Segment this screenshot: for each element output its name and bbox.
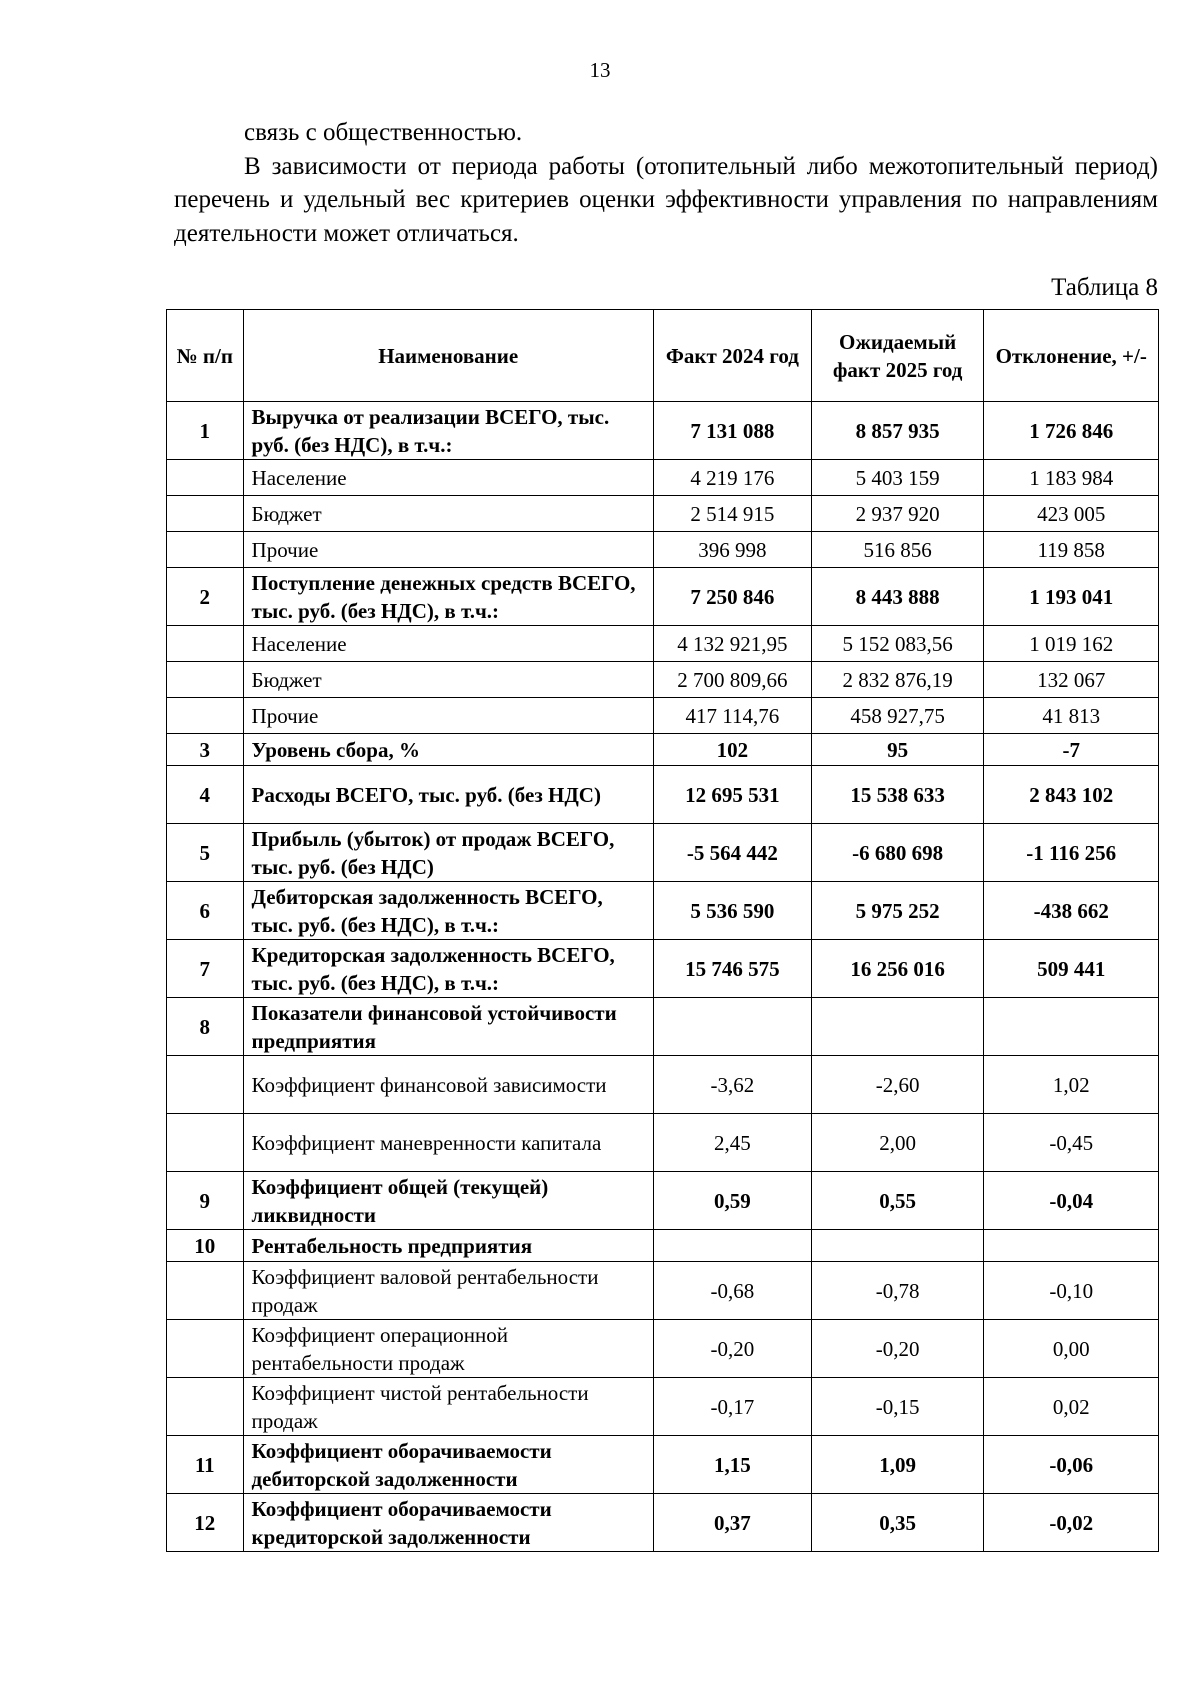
table-row (167, 940, 1159, 998)
header-deviation: Отклонение, +/- (984, 310, 1159, 402)
cell-expected-2025: -2,60 (811, 1056, 984, 1114)
cell-expected-2025: 516 856 (811, 532, 984, 568)
cell-name: Уровень сбора, % (243, 734, 653, 766)
cell-fact-2024: 7 131 088 (653, 402, 811, 460)
cell-deviation: 1 193 041 (984, 568, 1159, 626)
cell-deviation: 1 019 162 (984, 626, 1159, 662)
cell-no: 9 (167, 1172, 244, 1230)
cell-deviation: 41 813 (984, 698, 1159, 734)
cell-no: 2 (167, 568, 244, 626)
cell-fact-2024 (653, 998, 811, 1056)
cell-fact-2024: 0,59 (653, 1172, 811, 1230)
cell-expected-2025: 95 (811, 734, 984, 766)
cell-name: Коэффициент операционной рентабельности продаж (243, 1320, 653, 1378)
cell-deviation: 0,02 (984, 1378, 1159, 1436)
cell-no (167, 460, 244, 496)
table-row (167, 1494, 1159, 1552)
cell-no: 6 (167, 882, 244, 940)
cell-no: 3 (167, 734, 244, 766)
cell-fact-2024: 2,45 (653, 1114, 811, 1172)
cell-name: Коэффициент маневренности капитала (243, 1114, 653, 1172)
cell-no (167, 496, 244, 532)
cell-no (167, 1056, 244, 1114)
table-row (167, 698, 1159, 734)
cell-name: Коэффициент финансовой зависимости (243, 1056, 653, 1114)
cell-expected-2025: 458 927,75 (811, 698, 984, 734)
cell-fact-2024: 1,15 (653, 1436, 811, 1494)
cell-fact-2024: 5 536 590 (653, 882, 811, 940)
cell-deviation: -0,06 (984, 1436, 1159, 1494)
cell-deviation: 132 067 (984, 662, 1159, 698)
cell-no: 4 (167, 766, 244, 824)
cell-expected-2025: 0,35 (811, 1494, 984, 1552)
cell-name: Коэффициент оборачиваемости дебиторской задолженности (243, 1436, 653, 1494)
cell-expected-2025 (811, 998, 984, 1056)
table-header-row (167, 310, 1159, 402)
table-row (167, 1056, 1159, 1114)
cell-deviation (984, 1230, 1159, 1262)
cell-expected-2025: 8 443 888 (811, 568, 984, 626)
table-row (167, 766, 1159, 824)
cell-fact-2024: 4 132 921,95 (653, 626, 811, 662)
cell-no: 5 (167, 824, 244, 882)
cell-no: 1 (167, 402, 244, 460)
page-number: 13 (589, 58, 611, 82)
cell-deviation: 423 005 (984, 496, 1159, 532)
table-row (167, 460, 1159, 496)
cell-deviation: 1,02 (984, 1056, 1159, 1114)
cell-expected-2025: -0,15 (811, 1378, 984, 1436)
cell-no (167, 1114, 244, 1172)
cell-deviation: -1 116 256 (984, 824, 1159, 882)
table-row (167, 402, 1159, 460)
cell-expected-2025: 5 403 159 (811, 460, 984, 496)
cell-no: 10 (167, 1230, 244, 1262)
header-name: Наименование (243, 310, 653, 402)
header-fact-2024: Факт 2024 год (653, 310, 811, 402)
cell-no: 12 (167, 1494, 244, 1552)
table-row (167, 1114, 1159, 1172)
cell-expected-2025: 1,09 (811, 1436, 984, 1494)
cell-expected-2025: 2,00 (811, 1114, 984, 1172)
cell-deviation: 1 726 846 (984, 402, 1159, 460)
table-row (167, 734, 1159, 766)
cell-deviation: -0,04 (984, 1172, 1159, 1230)
table-row (167, 532, 1159, 568)
cell-no (167, 662, 244, 698)
header-expected-2025: Ожидаемый факт 2025 год (811, 310, 984, 402)
cell-name: Поступление денежных средств ВСЕГО, тыс. руб. (без НДС), в т.ч.: (243, 568, 653, 626)
cell-expected-2025: 2 937 920 (811, 496, 984, 532)
table-row (167, 568, 1159, 626)
cell-name: Бюджет (243, 662, 653, 698)
cell-no (167, 626, 244, 662)
cell-fact-2024: -0,17 (653, 1378, 811, 1436)
cell-fact-2024: -0,68 (653, 1262, 811, 1320)
cell-deviation: 1 183 984 (984, 460, 1159, 496)
cell-deviation: 2 843 102 (984, 766, 1159, 824)
cell-expected-2025: 5 975 252 (811, 882, 984, 940)
paragraph: связь с общественностью. (244, 119, 523, 146)
cell-fact-2024: 7 250 846 (653, 568, 811, 626)
cell-no: 7 (167, 940, 244, 998)
cell-fact-2024: 2 700 809,66 (653, 662, 811, 698)
cell-name: Бюджет (243, 496, 653, 532)
cell-no (167, 532, 244, 568)
cell-deviation: 509 441 (984, 940, 1159, 998)
cell-name: Коэффициент валовой рентабельности продаж (243, 1262, 653, 1320)
table-row (167, 1172, 1159, 1230)
table-row (167, 626, 1159, 662)
cell-name: Показатели финансовой устойчивости предприятия (243, 998, 653, 1056)
table-row (167, 1436, 1159, 1494)
header-no: № п/п (167, 310, 244, 402)
table-row (167, 1230, 1159, 1262)
cell-expected-2025: 16 256 016 (811, 940, 984, 998)
table-row (167, 496, 1159, 532)
cell-fact-2024: -0,20 (653, 1320, 811, 1378)
cell-name: Прибыль (убыток) от продаж ВСЕГО, тыс. руб. (без НДС) (243, 824, 653, 882)
cell-expected-2025 (811, 1230, 984, 1262)
cell-name: Кредиторская задолженность ВСЕГО, тыс. руб. (без НДС), в т.ч.: (243, 940, 653, 998)
cell-fact-2024: 417 114,76 (653, 698, 811, 734)
cell-no (167, 698, 244, 734)
cell-name: Дебиторская задолженность ВСЕГО, тыс. руб. (без НДС), в т.ч.: (243, 882, 653, 940)
cell-expected-2025: 15 538 633 (811, 766, 984, 824)
cell-deviation: 119 858 (984, 532, 1159, 568)
cell-name: Прочие (243, 532, 653, 568)
table-row (167, 1320, 1159, 1378)
cell-fact-2024: 4 219 176 (653, 460, 811, 496)
cell-expected-2025: 2 832 876,19 (811, 662, 984, 698)
cell-name: Рентабельность предприятия (243, 1230, 653, 1262)
cell-deviation: -0,10 (984, 1262, 1159, 1320)
cell-fact-2024: 12 695 531 (653, 766, 811, 824)
paragraph: В зависимости от периода работы (отопительный либо межотопительный период) перечень и удельный вес критериев оценки эффективности управления по направлениям деятельности может отличаться. (174, 152, 1158, 247)
cell-name: Коэффициент чистой рентабельности продаж (243, 1378, 653, 1436)
cell-no (167, 1262, 244, 1320)
cell-fact-2024: 15 746 575 (653, 940, 811, 998)
table-row (167, 1262, 1159, 1320)
cell-fact-2024: 2 514 915 (653, 496, 811, 532)
cell-fact-2024: 0,37 (653, 1494, 811, 1552)
cell-deviation: -7 (984, 734, 1159, 766)
cell-fact-2024: 102 (653, 734, 811, 766)
cell-expected-2025: 5 152 083,56 (811, 626, 984, 662)
indicators-table (166, 309, 1159, 1552)
cell-deviation (984, 998, 1159, 1056)
intro-text (174, 116, 1158, 250)
cell-fact-2024 (653, 1230, 811, 1262)
cell-name: Прочие (243, 698, 653, 734)
cell-no: 11 (167, 1436, 244, 1494)
table-row (167, 824, 1159, 882)
table-body (167, 402, 1159, 1552)
cell-name: Коэффициент оборачиваемости кредиторской задолженности (243, 1494, 653, 1552)
cell-deviation: -0,45 (984, 1114, 1159, 1172)
cell-expected-2025: -6 680 698 (811, 824, 984, 882)
table-caption: Таблица 8 (1051, 274, 1158, 301)
cell-expected-2025: -0,20 (811, 1320, 984, 1378)
cell-deviation: -438 662 (984, 882, 1159, 940)
cell-expected-2025: 0,55 (811, 1172, 984, 1230)
table-row (167, 662, 1159, 698)
cell-name: Коэффициент общей (текущей) ликвидности (243, 1172, 653, 1230)
cell-no (167, 1378, 244, 1436)
table-row (167, 1378, 1159, 1436)
cell-deviation: -0,02 (984, 1494, 1159, 1552)
cell-name: Расходы ВСЕГО, тыс. руб. (без НДС) (243, 766, 653, 824)
cell-expected-2025: 8 857 935 (811, 402, 984, 460)
cell-name: Население (243, 460, 653, 496)
cell-no: 8 (167, 998, 244, 1056)
cell-name: Население (243, 626, 653, 662)
cell-deviation: 0,00 (984, 1320, 1159, 1378)
cell-no (167, 1320, 244, 1378)
cell-name: Выручка от реализации ВСЕГО, тыс. руб. (без НДС), в т.ч.: (243, 402, 653, 460)
table-row (167, 998, 1159, 1056)
cell-expected-2025: -0,78 (811, 1262, 984, 1320)
table-row (167, 882, 1159, 940)
cell-fact-2024: -3,62 (653, 1056, 811, 1114)
cell-fact-2024: 396 998 (653, 532, 811, 568)
cell-fact-2024: -5 564 442 (653, 824, 811, 882)
